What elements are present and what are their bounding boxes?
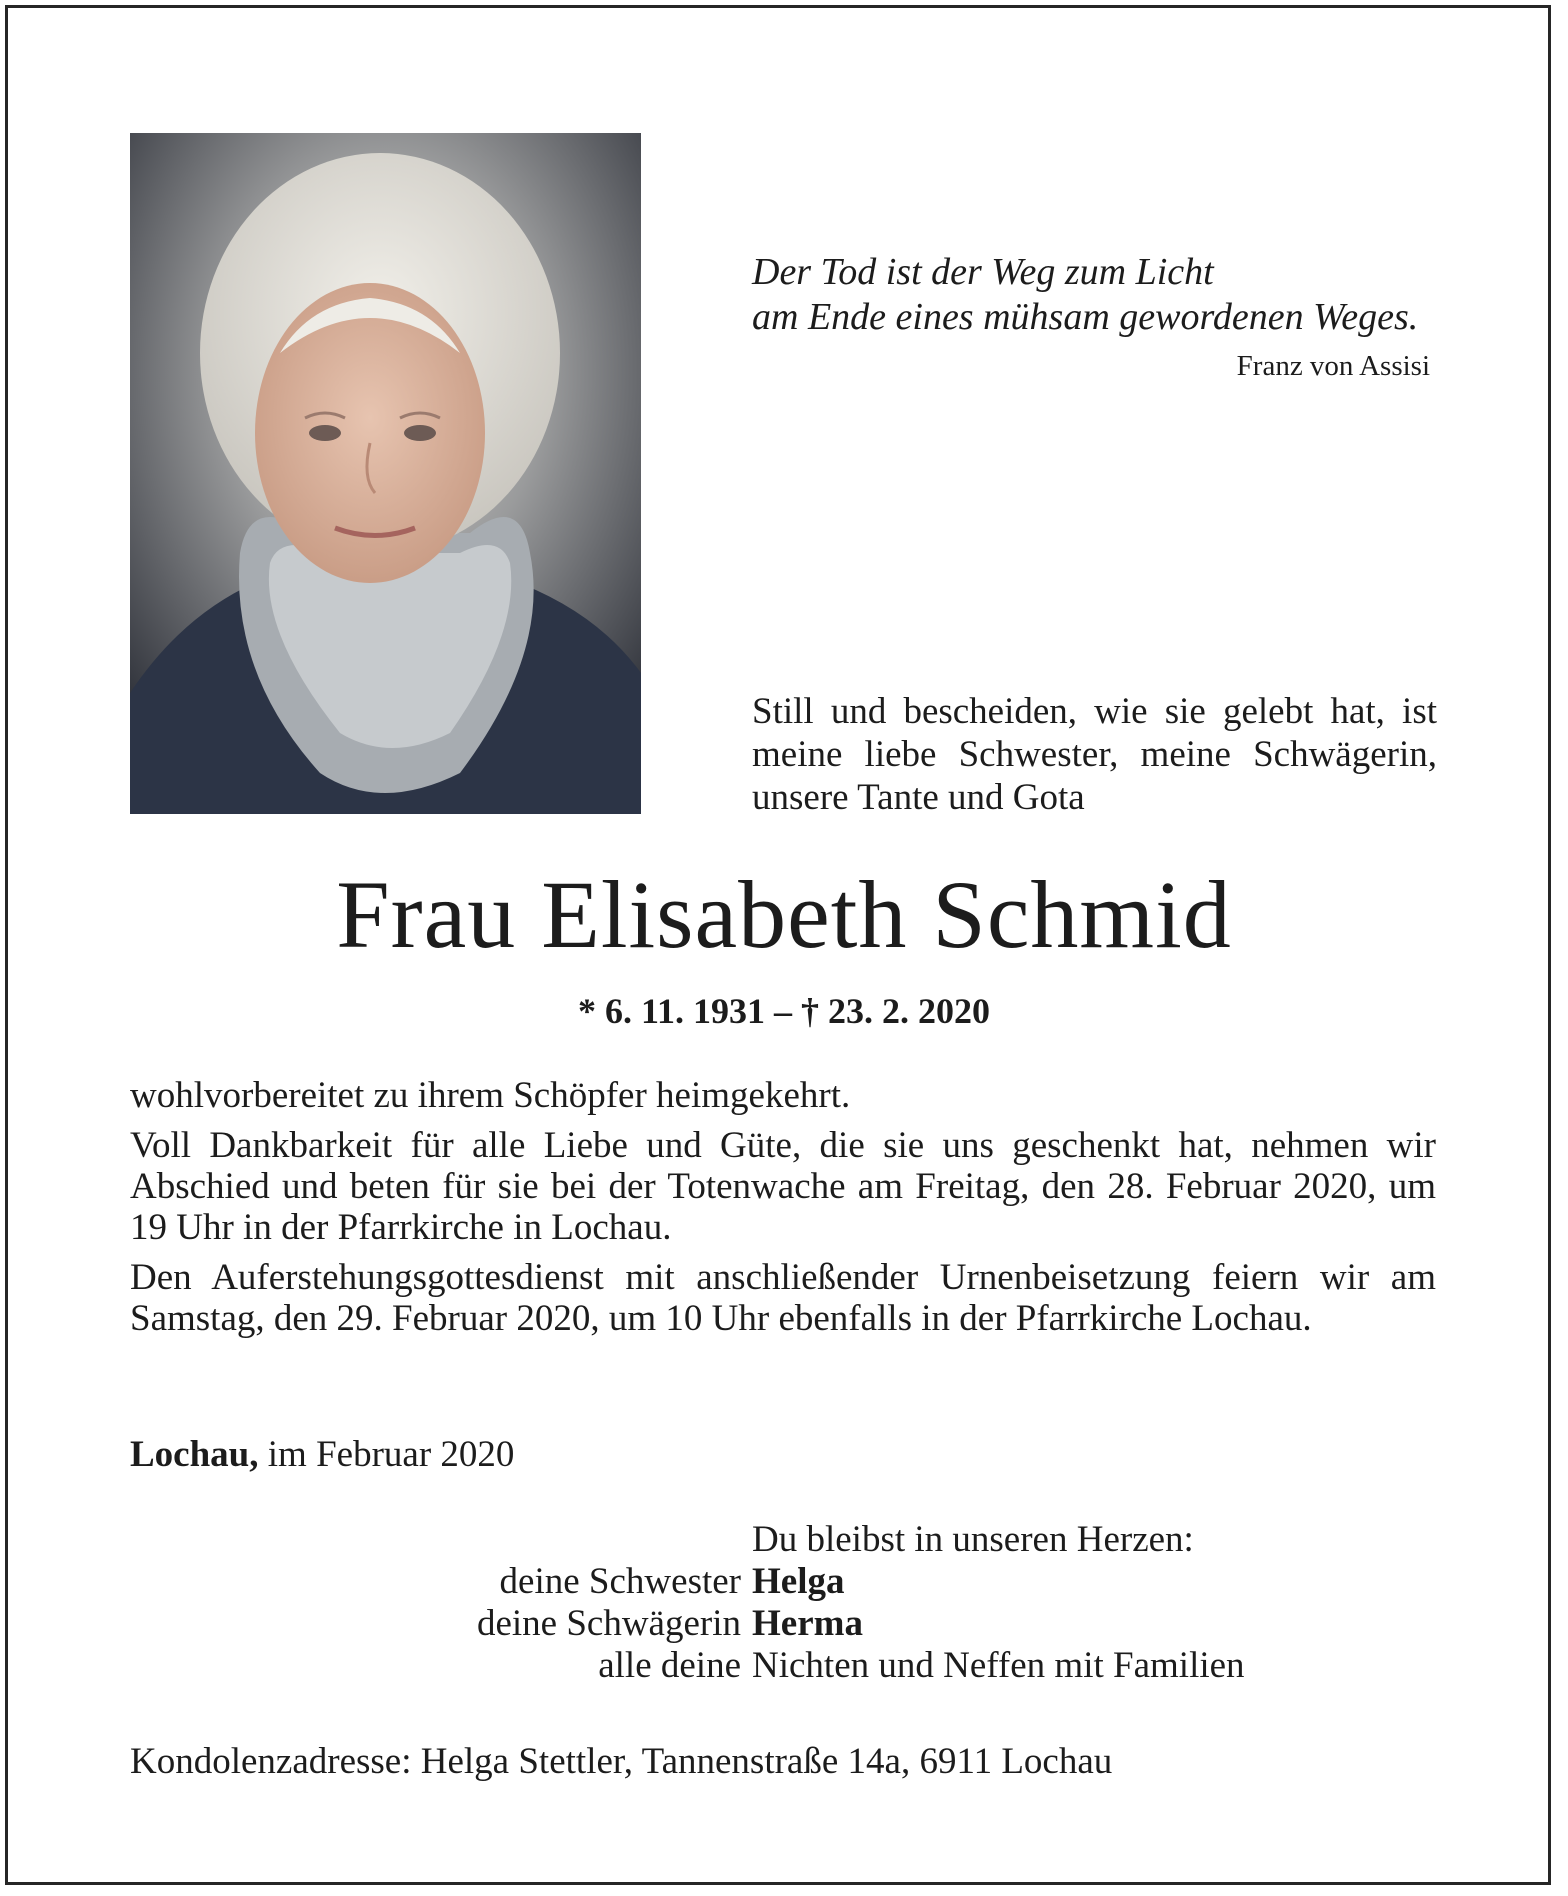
place-city: Lochau, <box>130 1434 259 1475</box>
mourner-row <box>0 1644 1568 1688</box>
condolence-address: Kondolenzadresse: Helga Stettler, Tannenstraße 14a, 6911 Lochau <box>130 1741 1113 1782</box>
deceased-name: Frau Elisabeth Schmid <box>336 861 1232 968</box>
mourners-heading: Du bleibst in unseren Herzen: <box>752 1519 1194 1560</box>
mourner-name: Herma <box>752 1603 863 1644</box>
body-paragraph-1: wohlvorbereitet zu ihrem Schöpfer heimgekehrt. <box>130 1075 851 1116</box>
mourner-row <box>0 1602 1568 1646</box>
quote-author: Franz von Assisi <box>1236 350 1430 382</box>
quote-line-2: am Ende eines mühsam gewordenen Weges. <box>752 296 1419 338</box>
mourner-name: Helga <box>752 1561 845 1602</box>
mourner-role: deine Schwester <box>499 1561 741 1602</box>
mourner-role: deine Schwägerin <box>476 1603 741 1644</box>
body-paragraph-3: Den Auferstehungsgottesdienst mit anschließender Urnenbeisetzung feiern wir am Samstag, den 29. Februar 2020, um 10 Uhr ebenfalls in der Pfarrkirche Lochau. <box>130 1257 1436 1339</box>
life-dates: * 6. 11. 1931 – † 23. 2. 2020 <box>577 991 990 1031</box>
notice-body <box>130 1075 1436 1348</box>
quote <box>752 250 1432 340</box>
intro-text: Still und bescheiden, wie sie gelebt hat, ist meine liebe Schwester, meine Schwägerin, unsere Tante und Gota <box>752 691 1437 818</box>
mourner-row <box>0 1560 1568 1604</box>
mourner-name: Nichten und Neffen mit Familien <box>752 1645 1245 1686</box>
mourner-role: alle deine <box>598 1645 741 1686</box>
quote-line-1: Der Tod ist der Weg zum Licht <box>752 251 1214 293</box>
body-paragraph-2: Voll Dankbarkeit für alle Liebe und Güte, die sie uns geschenkt hat, nehmen wir Abschied und beten für sie bei der Totenwache am Freitag, den 28. Februar 2020, um 19 Uhr in der Pfarrkirche in Lochau. <box>130 1125 1436 1248</box>
portrait-photo <box>130 133 641 814</box>
place-date-line <box>130 1433 514 1476</box>
place-date: im Februar 2020 <box>258 1434 515 1475</box>
